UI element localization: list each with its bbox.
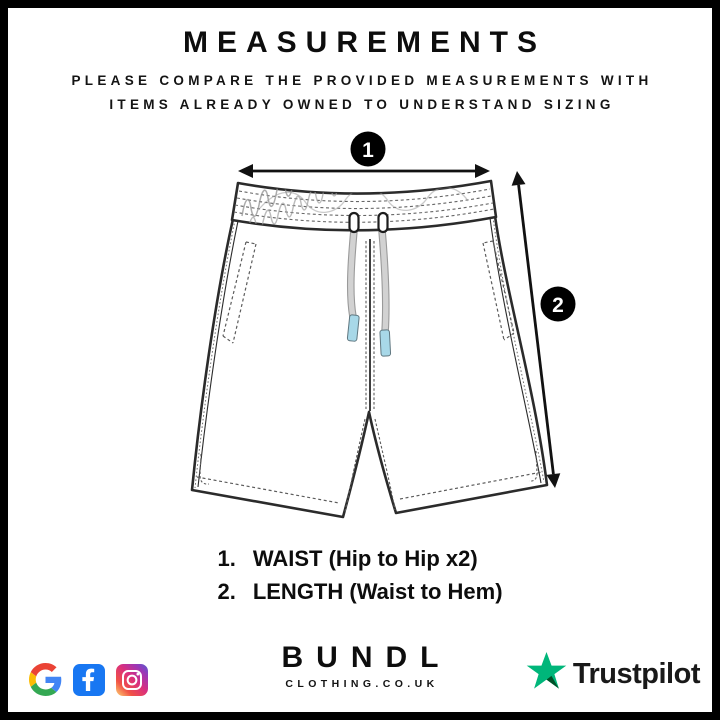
left-aglet bbox=[347, 315, 359, 342]
right-aglet bbox=[380, 330, 391, 356]
marker-length-number: 2 bbox=[552, 294, 564, 317]
legend-item-1-number: 1. bbox=[217, 546, 236, 571]
measurement-legend bbox=[8, 546, 712, 605]
legend-item-1-label: WAIST (Hip to Hip x2) bbox=[252, 546, 478, 571]
subtitle-line2: ITEMS ALREADY OWNED TO UNDERSTAND SIZING bbox=[109, 96, 615, 112]
social-icons bbox=[29, 663, 148, 696]
footer bbox=[8, 622, 712, 712]
brand-logo bbox=[269, 643, 452, 690]
marker-waist-number: 1 bbox=[362, 139, 374, 162]
trustpilot-logo[interactable] bbox=[526, 652, 700, 696]
shorts-measurement-diagram bbox=[8, 8, 720, 720]
legend-item-2-label: LENGTH (Waist to Hem) bbox=[252, 579, 503, 604]
right-eyelet bbox=[379, 213, 388, 232]
brand-tagline: CLOTHING.CO.UK bbox=[285, 678, 439, 690]
marker-waist bbox=[351, 132, 386, 167]
marker-length bbox=[541, 287, 576, 322]
legend-item-2-number: 2. bbox=[217, 579, 236, 604]
brand-name: BUNDL bbox=[281, 641, 452, 674]
left-eyelet bbox=[350, 213, 359, 232]
page-title: MEASUREMENTS bbox=[182, 26, 546, 59]
google-icon[interactable] bbox=[29, 663, 62, 696]
instagram-icon[interactable] bbox=[116, 664, 148, 696]
waist-measure-arrow bbox=[238, 164, 490, 178]
trustpilot-star-icon bbox=[526, 652, 567, 696]
subtitle-line1: PLEASE COMPARE THE PROVIDED MEASUREMENTS WITH bbox=[71, 73, 653, 88]
trustpilot-label: Trustpilot bbox=[572, 657, 700, 690]
facebook-icon[interactable] bbox=[73, 664, 105, 696]
